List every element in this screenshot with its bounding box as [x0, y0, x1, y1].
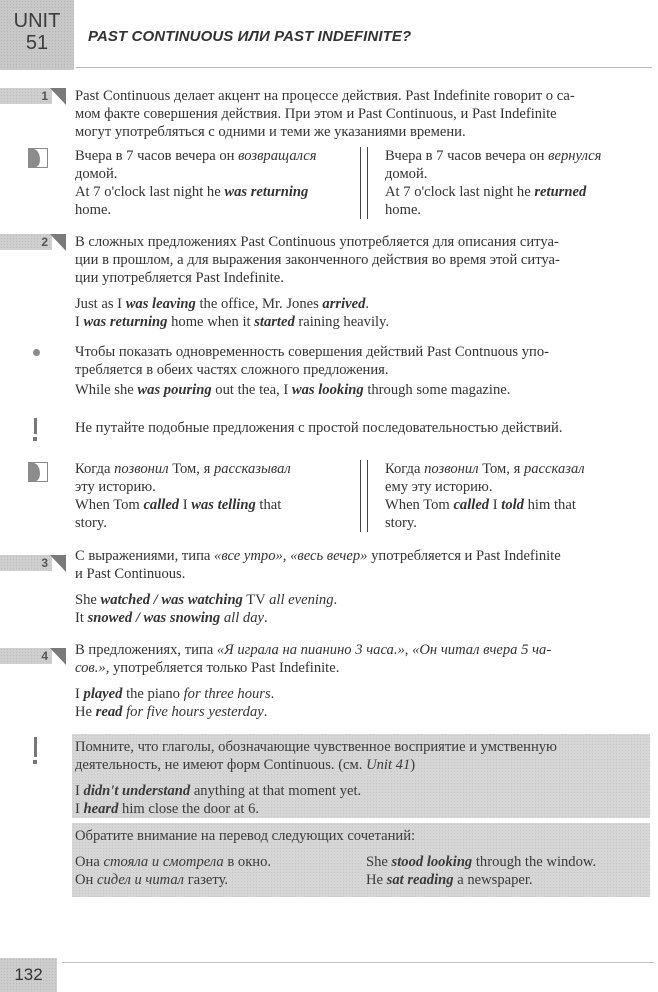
text-fragment: I — [489, 497, 502, 513]
example-sentence — [75, 800, 646, 818]
example-sentence — [75, 381, 640, 399]
rule-line: ции в прошлом, а для выражения законченного действия во время этой ситуа- — [75, 252, 560, 268]
text-fragment: anything at that moment yet. — [190, 783, 362, 799]
text-fragment: She — [75, 592, 101, 608]
section-number: 2 — [41, 235, 48, 249]
text-fragment: He — [366, 872, 387, 888]
rule-line: и Past Continuous. — [75, 566, 186, 582]
italic-phrase: рассказывал — [213, 461, 291, 477]
ru-text: домой. — [385, 166, 428, 182]
text-fragment: деятельность, не имеют форм Continuous. (см. — [75, 757, 367, 773]
italic-phrase: позвонил — [114, 461, 169, 477]
text-fragment: в окно. — [223, 854, 272, 870]
ru-emphasis: возвращался — [238, 148, 317, 164]
section-4-rule — [75, 641, 640, 721]
simultaneity-note — [75, 343, 640, 399]
text-fragment: home when it — [167, 314, 255, 330]
italic-phrase: all day — [223, 610, 264, 626]
text-fragment: . — [365, 296, 370, 312]
note-line: требляется в обеих частях сложного предложения. — [75, 362, 389, 378]
ru-text: ему эту историю. — [385, 479, 493, 495]
italic-phrase: сидел и читал — [97, 872, 185, 888]
text-fragment: him close the door at 6. — [118, 801, 260, 817]
verb-emphasis: stood looking — [391, 854, 473, 870]
verb-emphasis: was leaving — [125, 296, 196, 312]
example-icon — [28, 148, 48, 168]
verb-emphasis: didn't understand — [83, 783, 191, 799]
text-fragment: that — [255, 497, 282, 513]
text-fragment: Она — [75, 854, 104, 870]
text-fragment: Just as I — [75, 296, 126, 312]
text-fragment: When Tom — [75, 497, 144, 513]
text-fragment: TV — [242, 592, 270, 608]
text-fragment: the office, Mr. Jones — [195, 296, 323, 312]
text-fragment: Том, я — [478, 461, 524, 477]
italic-phrase: Unit 41 — [366, 757, 411, 773]
example-sentence — [75, 609, 640, 627]
example-sentence — [75, 591, 640, 609]
italic-phrase: рассказал — [523, 461, 585, 477]
text-fragment: She — [366, 854, 392, 870]
rule-line: ции употребляется Past Indefinite. — [75, 270, 284, 286]
verb-emphasis: called — [143, 497, 180, 513]
text-fragment: Когда — [385, 461, 425, 477]
verb-emphasis: was looking — [291, 382, 364, 398]
example-sentence — [75, 295, 640, 313]
example-sentence — [75, 685, 640, 703]
text-fragment: В предложениях, типа — [75, 642, 217, 658]
rule-line: В сложных предложениях Past Continuous употребляется для описания ситуа- — [75, 234, 559, 250]
text-fragment: through some magazine. — [363, 382, 511, 398]
text-fragment: raining heavily. — [294, 314, 390, 330]
rule-line: мом факте совершения действия. При этом и Past Continuous, и Past Indefinite — [75, 106, 557, 122]
warning-line: Не путайте подобные предложения с простой последовательностью действий. — [75, 420, 563, 436]
compare-divider — [360, 460, 368, 532]
text-fragment: While she — [75, 382, 138, 398]
text-fragment: I — [75, 686, 84, 702]
italic-phrase: for three hours — [183, 686, 271, 702]
text-fragment: газету. — [184, 872, 229, 888]
section-triangle-icon — [50, 648, 66, 665]
verb-emphasis: watched / was watching — [100, 592, 243, 608]
bullet-icon — [33, 349, 40, 356]
verb-emphasis: played — [83, 686, 123, 702]
compare-right — [385, 460, 658, 532]
attention-note-box — [72, 823, 650, 897]
compare-right — [385, 147, 658, 219]
section-number: 1 — [41, 89, 48, 103]
italic-phrase: сов.» — [75, 660, 106, 676]
text-fragment: out the tea, I — [211, 382, 292, 398]
verb-emphasis: told — [501, 497, 524, 513]
italic-phrase: «все утро» — [214, 548, 283, 564]
text-fragment: I — [179, 497, 192, 513]
unit-badge — [0, 0, 74, 70]
text-fragment: him that — [523, 497, 576, 513]
section-marker-3 — [0, 555, 67, 573]
section-number: 4 — [41, 649, 48, 663]
en-text: story. — [75, 515, 107, 531]
text-fragment: the piano — [122, 686, 184, 702]
en-text: At 7 o'clock last night he — [75, 184, 225, 200]
text-fragment: I — [75, 783, 84, 799]
section-2-rule — [75, 233, 640, 331]
section-triangle-icon — [50, 555, 66, 572]
text-fragment: . — [263, 610, 268, 626]
section-2-compare — [75, 460, 645, 532]
text-fragment: When Tom — [385, 497, 454, 513]
text-fragment: ) — [410, 757, 416, 773]
text-fragment: He — [75, 704, 96, 720]
ru-emphasis: вернулся — [548, 148, 602, 164]
ru-text: Вчера в 7 часов вечера он — [385, 148, 549, 164]
text-fragment: употребляется и Past Indefinite — [367, 548, 561, 564]
unit-number: 51 — [25, 32, 49, 54]
page-title: PAST CONTINUOUS ИЛИ PAST INDEFINITE? — [88, 28, 412, 45]
verb-emphasis: was returning — [83, 314, 168, 330]
rule-line: Past Continuous делает акцент на процессе действия. Past Indefinite говорит о са- — [75, 88, 575, 104]
italic-phrase: for five hours yesterday — [126, 704, 264, 720]
text-fragment: , — [404, 642, 413, 658]
compare-divider — [360, 147, 368, 219]
verb-emphasis: started — [254, 314, 295, 330]
verb-emphasis: heard — [83, 801, 119, 817]
page-number: 132 — [0, 958, 57, 992]
compare-left — [75, 147, 355, 219]
italic-phrase: all evening — [269, 592, 334, 608]
translation-row — [75, 853, 646, 871]
text-fragment: Когда — [75, 461, 115, 477]
rule-line: могут употребляться с одними и теми же указаниями времени. — [75, 124, 466, 140]
italic-phrase: «Я играла на пианино 3 часа.» — [216, 642, 405, 658]
text-fragment: . — [270, 686, 275, 702]
rule-line — [75, 547, 640, 565]
example-sentence — [75, 703, 640, 721]
example-sentence — [75, 313, 640, 331]
exclamation-icon — [33, 737, 37, 764]
note-line: Чтобы показать одновременность совершения действий Past Contnuous упо- — [75, 344, 549, 360]
unit-label: UNIT — [13, 10, 61, 32]
text-fragment: С выражениями, типа — [75, 548, 215, 564]
example-icon — [28, 462, 48, 482]
section-triangle-icon — [50, 234, 66, 251]
section-1-rule — [75, 87, 640, 141]
en-text: story. — [385, 515, 417, 531]
ru-text: Вчера в 7 часов вечера он — [75, 148, 239, 164]
text-fragment: . — [263, 704, 268, 720]
section-triangle-icon — [50, 88, 66, 105]
text-fragment: I — [75, 801, 84, 817]
warning-text — [75, 419, 640, 437]
footer-divider — [62, 962, 654, 963]
ru-text: домой. — [75, 166, 118, 182]
section-marker-1 — [0, 88, 67, 106]
italic-phrase: «весь вечер» — [290, 548, 368, 564]
note-title: Обратите внимание на перевод следующих сочетаний: — [75, 828, 416, 844]
text-fragment: Том, я — [168, 461, 214, 477]
section-1-compare — [75, 147, 645, 219]
remember-note-box — [72, 734, 650, 818]
verb-emphasis: arrived — [322, 296, 366, 312]
section-3-rule — [75, 547, 640, 627]
italic-phrase: стояла и смотрела — [103, 854, 224, 870]
text-fragment: , употребляется только Past Indefinite. — [105, 660, 340, 676]
verb-emphasis: was pouring — [137, 382, 212, 398]
text-fragment: Он — [75, 872, 97, 888]
text-fragment: a newspaper. — [453, 872, 533, 888]
text-fragment: It — [75, 610, 88, 626]
en-text: At 7 o'clock last night he — [385, 184, 535, 200]
text-fragment: , — [282, 548, 291, 564]
en-text: home. — [385, 202, 422, 218]
section-number: 3 — [41, 556, 48, 570]
text-fragment: through the window. — [472, 854, 597, 870]
text-fragment: . — [333, 592, 338, 608]
example-sentence — [75, 782, 646, 800]
compare-left — [75, 460, 355, 532]
rule-line — [75, 659, 640, 677]
verb-emphasis: was telling — [191, 497, 256, 513]
section-marker-4 — [0, 648, 67, 666]
section-marker-2 — [0, 234, 67, 252]
rule-line — [75, 641, 640, 659]
text-fragment: I — [75, 314, 84, 330]
translation-row — [75, 871, 646, 889]
en-text: home. — [75, 202, 112, 218]
verb-emphasis: read — [95, 704, 123, 720]
ru-text: эту историю. — [75, 479, 156, 495]
verb-emphasis: sat reading — [386, 872, 454, 888]
verb-emphasis: snowed / was snowing — [87, 610, 221, 626]
note-line — [75, 756, 646, 774]
header-divider — [76, 67, 652, 68]
exclamation-icon — [33, 418, 37, 441]
en-emphasis: was returning — [224, 184, 309, 200]
en-emphasis: returned — [534, 184, 587, 200]
italic-phrase: позвонил — [424, 461, 479, 477]
verb-emphasis: called — [453, 497, 490, 513]
italic-phrase: «Он читал вчера 5 ча- — [412, 642, 552, 658]
note-line: Помните, что глаголы, обозначающие чувственное восприятие и умственную — [75, 739, 557, 755]
